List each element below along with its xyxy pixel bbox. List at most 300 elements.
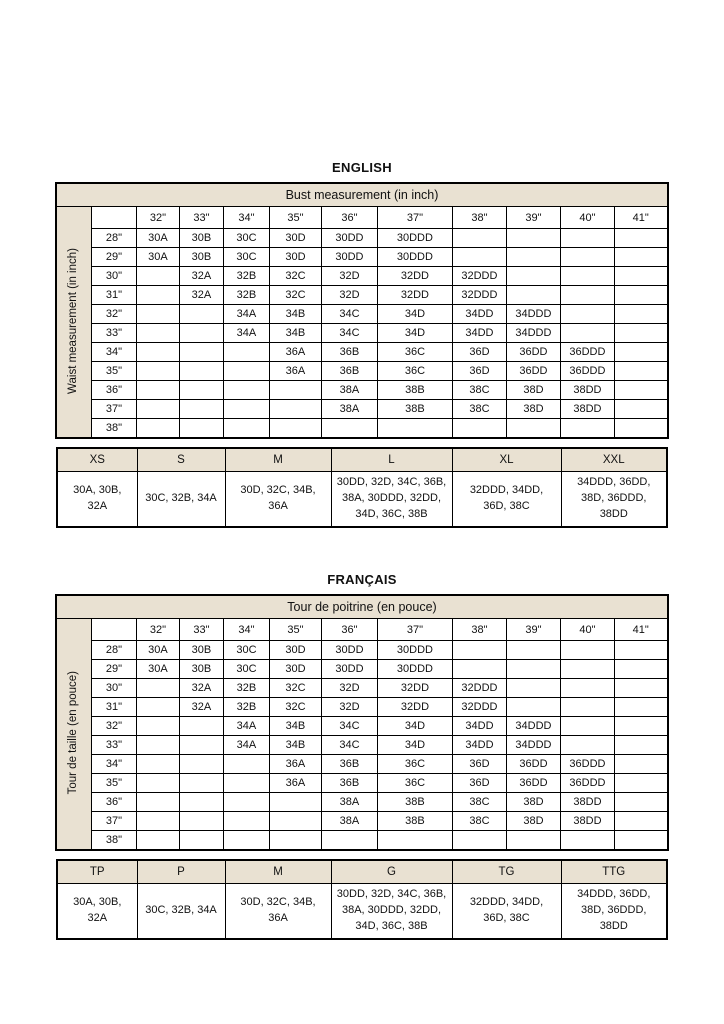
cup-size-cell: 30DDD [377,248,452,267]
cup-size-cell: 36C [377,755,452,774]
bust-col-header: 33" [179,207,223,229]
cup-size-cell: 36B [321,774,377,793]
cup-size-cell: 36DD [506,755,560,774]
measurement-row [56,812,667,831]
cup-size-cell: 36B [321,755,377,774]
waist-row-header: 35" [91,774,136,793]
cup-size-cell [136,419,179,439]
cup-size-cell: 34A [223,305,269,324]
cup-size-cell [560,229,614,248]
cup-size-cell: 38B [377,793,452,812]
cup-size-cell [506,831,560,851]
cup-size-cell [614,362,667,381]
cup-size-cell: 36D [452,774,506,793]
cup-size-cell: 34C [321,736,377,755]
cup-size-cell [560,248,614,267]
waist-row-header: 38" [91,831,136,851]
size-group-cell: 30DD, 32D, 34C, 36B, 38A, 30DDD, 32DD, 34D, 36C, 38B [331,884,452,940]
cup-size-cell [321,419,377,439]
cup-size-cell: 30A [136,229,179,248]
measurement-row [56,774,667,793]
cup-size-cell: 30B [179,248,223,267]
cup-size-cell: 36A [269,343,321,362]
cup-size-cell [560,419,614,439]
cup-size-cell: 38C [452,400,506,419]
corner-cell [91,207,136,229]
waist-row-header: 32" [91,717,136,736]
bust-col-header: 37" [377,619,452,641]
size-conversion-table-english [56,447,668,528]
cup-size-cell: 30B [179,660,223,679]
cup-size-cell [614,267,667,286]
cup-size-cell [614,793,667,812]
cup-size-cell [614,229,667,248]
cup-size-cell: 30C [223,641,269,660]
cup-size-cell: 32DD [377,698,452,717]
cup-size-cell [506,248,560,267]
cup-size-cell: 30DD [321,660,377,679]
cup-size-cell [506,286,560,305]
cup-size-cell [614,286,667,305]
cup-size-cell [506,641,560,660]
cup-size-cell [223,362,269,381]
cup-size-cell [136,362,179,381]
measurement-row [56,755,667,774]
cup-size-cell [223,419,269,439]
measurement-row [56,324,667,343]
cup-size-cell: 32A [179,679,223,698]
cup-size-cell: 32B [223,286,269,305]
size-group-cell: 30D, 32C, 34B, 36A [225,472,331,528]
cup-size-cell: 30D [269,641,321,660]
measurement-row [56,381,667,400]
waist-row-header: 34" [91,755,136,774]
section-francais [0,572,724,940]
cup-size-cell: 30DD [321,248,377,267]
cup-size-cell: 32DD [377,679,452,698]
size-label-header: TTG [561,860,667,884]
size-group-cell: 34DDD, 36DD, 38D, 36DDD, 38DD [561,884,667,940]
cup-size-cell [269,381,321,400]
waist-row-header: 37" [91,812,136,831]
size-group-cell: 30C, 32B, 34A [137,472,225,528]
waist-row-header: 37" [91,400,136,419]
bust-col-header: 36" [321,619,377,641]
cup-size-cell [560,736,614,755]
measurement-row [56,660,667,679]
cup-size-cell: 36B [321,343,377,362]
cup-size-cell [136,698,179,717]
measurement-row [56,641,667,660]
bust-measurement-header: Tour de poitrine (en pouce) [56,595,667,619]
cup-size-cell: 30C [223,229,269,248]
cup-size-cell [377,831,452,851]
bust-col-header: 32" [136,207,179,229]
waist-row-header: 38" [91,419,136,439]
cup-size-cell: 32A [179,698,223,717]
cup-size-cell: 30C [223,660,269,679]
cup-size-cell: 32D [321,286,377,305]
cup-size-cell: 34B [269,717,321,736]
measurement-row [56,286,667,305]
measurement-row [56,362,667,381]
waist-row-header: 28" [91,641,136,660]
section-title-francais: FRANÇAIS [327,572,397,587]
cup-size-cell: 36DDD [560,343,614,362]
size-group-cell: 32DDD, 34DD, 36D, 38C [452,884,561,940]
cup-size-cell [506,679,560,698]
section-english [0,160,724,528]
cup-size-cell: 34D [377,736,452,755]
measurement-row [56,248,667,267]
cup-size-cell: 36B [321,362,377,381]
cup-size-cell: 34D [377,305,452,324]
cup-size-cell [179,774,223,793]
cup-size-cell: 38D [506,381,560,400]
cup-size-cell [614,755,667,774]
bust-col-header: 38" [452,207,506,229]
bust-col-header: 39" [506,619,560,641]
size-label-header: S [137,448,225,472]
size-label-header: XXL [561,448,667,472]
cup-size-cell: 36D [452,755,506,774]
cup-size-cell: 32DD [377,286,452,305]
size-label-header: G [331,860,452,884]
size-label-header: P [137,860,225,884]
cup-size-cell: 38B [377,400,452,419]
cup-size-cell [614,812,667,831]
bust-waist-table-francais [55,594,668,851]
cup-size-cell: 30DD [321,229,377,248]
cup-size-cell [614,679,667,698]
measurement-row [56,229,667,248]
bust-col-header: 38" [452,619,506,641]
size-group-cell: 30C, 32B, 34A [137,884,225,940]
size-label-header: M [225,860,331,884]
cup-size-cell: 38D [506,400,560,419]
cup-size-cell: 32D [321,267,377,286]
cup-size-cell: 36DDD [560,755,614,774]
waist-row-header: 30" [91,267,136,286]
cup-size-cell: 36A [269,774,321,793]
size-label-header: TG [452,860,561,884]
cup-size-cell: 32D [321,698,377,717]
cup-size-cell: 36C [377,362,452,381]
cup-size-cell: 34DD [452,324,506,343]
cup-size-cell [223,812,269,831]
cup-size-cell [179,831,223,851]
cup-size-cell: 30A [136,641,179,660]
cup-size-cell: 34DD [452,717,506,736]
waist-row-header: 36" [91,381,136,400]
cup-size-cell [614,400,667,419]
cup-size-cell [223,343,269,362]
cup-size-cell [179,812,223,831]
cup-size-cell: 34DDD [506,717,560,736]
cup-size-cell [136,736,179,755]
measurement-row [56,343,667,362]
cup-size-cell [560,641,614,660]
size-group-cell: 34DDD, 36DD, 38D, 36DDD, 38DD [561,472,667,528]
bust-col-header: 40" [560,619,614,641]
cup-size-cell: 38D [506,812,560,831]
cup-size-cell [136,774,179,793]
bust-col-header: 32" [136,619,179,641]
cup-size-cell [560,717,614,736]
cup-size-cell [179,400,223,419]
cup-size-cell: 36DDD [560,774,614,793]
cup-size-cell [223,381,269,400]
size-group-cell: 30A, 30B, 32A [57,472,137,528]
cup-size-cell: 30B [179,641,223,660]
cup-size-cell: 36A [269,362,321,381]
waist-row-header: 33" [91,324,136,343]
bust-col-header: 39" [506,207,560,229]
cup-size-cell: 32C [269,267,321,286]
size-label-header: TP [57,860,137,884]
size-conversion-table-francais [56,859,668,940]
bust-col-header: 34" [223,619,269,641]
cup-size-cell [136,717,179,736]
cup-size-cell [136,831,179,851]
cup-size-cell [614,381,667,400]
cup-size-cell: 30B [179,229,223,248]
cup-size-cell: 30DDD [377,229,452,248]
cup-size-cell [179,324,223,343]
waist-axis-label [56,619,91,851]
cup-size-cell [506,419,560,439]
cup-size-cell [506,267,560,286]
cup-size-cell: 38DD [560,793,614,812]
measurement-row [56,305,667,324]
cup-size-cell: 34DD [452,305,506,324]
measurement-row [56,717,667,736]
cup-size-cell [179,736,223,755]
cup-size-cell: 38C [452,381,506,400]
cup-size-cell: 34C [321,324,377,343]
cup-size-cell: 30DDD [377,641,452,660]
cup-size-cell: 36D [452,343,506,362]
cup-size-cell [179,717,223,736]
cup-size-cell [560,698,614,717]
cup-size-cell: 38C [452,812,506,831]
cup-size-cell: 32DDD [452,286,506,305]
cup-size-cell: 34A [223,324,269,343]
cup-size-cell: 30DD [321,641,377,660]
size-label-header: M [225,448,331,472]
waist-row-header: 29" [91,248,136,267]
cup-size-cell [223,755,269,774]
size-group-cell: 32DDD, 34DD, 36D, 38C [452,472,561,528]
cup-size-cell [179,793,223,812]
measurement-row [56,736,667,755]
cup-size-cell: 38A [321,812,377,831]
cup-size-cell [614,736,667,755]
cup-size-cell [136,343,179,362]
measurement-row [56,831,667,851]
cup-size-cell [179,343,223,362]
cup-size-cell [614,698,667,717]
cup-size-cell [614,774,667,793]
cup-size-cell: 34B [269,324,321,343]
cup-size-cell [179,755,223,774]
bust-col-header: 35" [269,619,321,641]
cup-size-cell: 36DD [506,362,560,381]
cup-size-cell: 36DD [506,343,560,362]
cup-size-cell: 36DDD [560,362,614,381]
cup-size-cell: 34DD [452,736,506,755]
cup-size-cell: 38A [321,793,377,812]
cup-size-cell [452,641,506,660]
cup-size-cell [269,400,321,419]
cup-size-cell [560,286,614,305]
cup-size-cell: 34DDD [506,324,560,343]
cup-size-cell [560,267,614,286]
cup-size-cell [614,660,667,679]
cup-size-cell: 32DDD [452,679,506,698]
waist-row-header: 31" [91,286,136,305]
cup-size-cell: 32DDD [452,267,506,286]
cup-size-cell [321,831,377,851]
measurement-row [56,267,667,286]
bust-measurement-header: Bust measurement (in inch) [56,183,667,207]
cup-size-cell [560,679,614,698]
cup-size-cell [614,831,667,851]
cup-size-cell [614,419,667,439]
waist-row-header: 28" [91,229,136,248]
cup-size-cell [614,641,667,660]
cup-size-cell: 30D [269,660,321,679]
bust-col-header: 37" [377,207,452,229]
waist-row-header: 31" [91,698,136,717]
cup-size-cell: 38B [377,812,452,831]
cup-size-cell: 34A [223,736,269,755]
cup-size-cell [614,248,667,267]
cup-size-cell [136,324,179,343]
cup-size-cell [179,381,223,400]
size-label-header: L [331,448,452,472]
cup-size-cell [614,717,667,736]
bust-col-header: 34" [223,207,269,229]
cup-size-cell [179,419,223,439]
bust-col-header: 40" [560,207,614,229]
cup-size-cell [560,305,614,324]
bust-waist-table-english [55,182,668,439]
cup-size-cell: 38C [452,793,506,812]
cup-size-cell [179,362,223,381]
corner-cell [91,619,136,641]
cup-size-cell: 30A [136,248,179,267]
cup-size-cell [269,812,321,831]
cup-size-cell [223,774,269,793]
cup-size-cell [614,305,667,324]
cup-size-cell [223,400,269,419]
cup-size-cell: 30D [269,248,321,267]
cup-size-cell [269,793,321,812]
cup-size-cell: 32B [223,679,269,698]
waist-row-header: 29" [91,660,136,679]
cup-size-cell: 38A [321,400,377,419]
cup-size-cell: 38D [506,793,560,812]
cup-size-cell [452,229,506,248]
cup-size-cell: 38DD [560,812,614,831]
waist-axis-label-text: Tour de taille (en pouce) [67,670,80,795]
cup-size-cell [136,267,179,286]
cup-size-cell: 32DD [377,267,452,286]
cup-size-cell: 32C [269,698,321,717]
cup-size-cell [136,286,179,305]
cup-size-cell: 36C [377,774,452,793]
bust-col-header: 35" [269,207,321,229]
cup-size-cell: 34B [269,305,321,324]
waist-axis-label [56,207,91,439]
measurement-row [56,419,667,439]
size-group-cell: 30D, 32C, 34B, 36A [225,884,331,940]
measurement-row [56,698,667,717]
cup-size-cell: 34C [321,305,377,324]
size-label-header: XS [57,448,137,472]
cup-size-cell [136,400,179,419]
cup-size-cell: 38DD [560,381,614,400]
waist-row-header: 32" [91,305,136,324]
cup-size-cell [377,419,452,439]
cup-size-cell [560,324,614,343]
cup-size-cell: 36DD [506,774,560,793]
measurement-row [56,400,667,419]
cup-size-cell: 34D [377,324,452,343]
cup-size-cell [614,324,667,343]
cup-size-cell: 38DD [560,400,614,419]
cup-size-cell: 38A [321,381,377,400]
cup-size-cell [179,305,223,324]
cup-size-cell [452,660,506,679]
size-group-cell: 30DD, 32D, 34C, 36B, 38A, 30DDD, 32DD, 34D, 36C, 38B [331,472,452,528]
size-group-cell: 30A, 30B, 32A [57,884,137,940]
cup-size-cell: 36A [269,755,321,774]
cup-size-cell [223,831,269,851]
waist-row-header: 36" [91,793,136,812]
cup-size-cell [452,248,506,267]
bust-col-header: 33" [179,619,223,641]
measurement-row [56,679,667,698]
cup-size-cell [452,831,506,851]
cup-size-cell [136,381,179,400]
cup-size-cell: 34DDD [506,305,560,324]
cup-size-cell: 36C [377,343,452,362]
bust-col-header: 36" [321,207,377,229]
cup-size-cell [223,793,269,812]
cup-size-cell [560,660,614,679]
waist-row-header: 30" [91,679,136,698]
cup-size-cell: 34A [223,717,269,736]
cup-size-cell: 30DDD [377,660,452,679]
cup-size-cell [452,419,506,439]
cup-size-cell [136,812,179,831]
cup-size-cell: 32C [269,286,321,305]
cup-size-cell: 30C [223,248,269,267]
cup-size-cell: 34D [377,717,452,736]
size-label-header: XL [452,448,561,472]
cup-size-cell: 32A [179,286,223,305]
waist-row-header: 33" [91,736,136,755]
cup-size-cell [269,831,321,851]
cup-size-cell: 30A [136,660,179,679]
cup-size-cell [136,755,179,774]
cup-size-cell: 36D [452,362,506,381]
cup-size-cell [136,305,179,324]
cup-size-cell [269,419,321,439]
waist-row-header: 34" [91,343,136,362]
